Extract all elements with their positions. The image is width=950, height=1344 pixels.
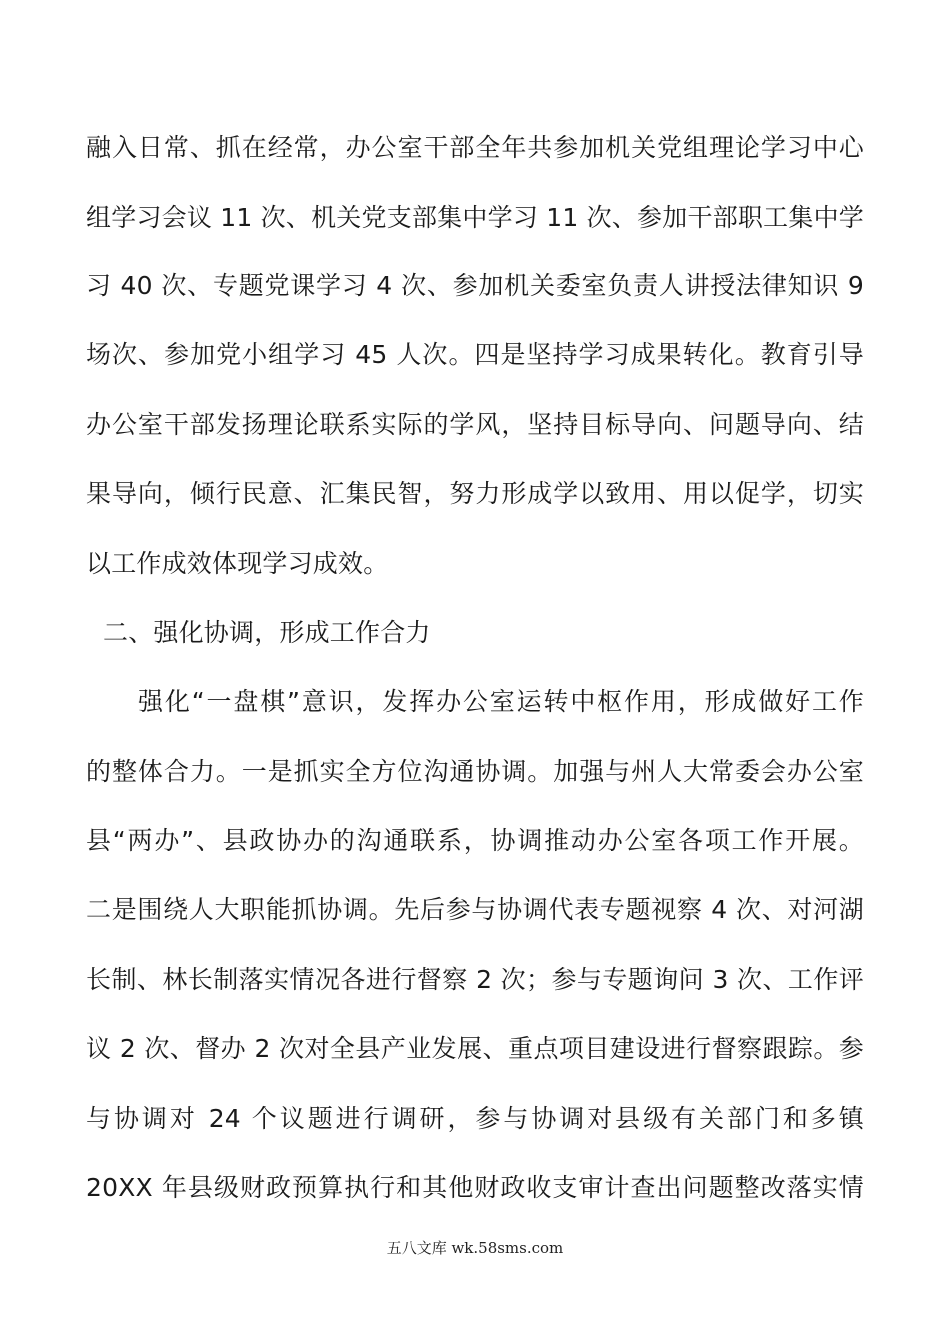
body-text-line: 办公室干部发扬理论联系实际的学风，坚持目标导向、问题导向、结	[86, 410, 864, 439]
body-text-line: 与协调对 24 个议题进行调研，参与协调对县级有关部门和多镇	[86, 1104, 864, 1133]
body-text-line: 果导向，倾行民意、汇集民智，努力形成学以致用、用以促学，切实	[86, 479, 864, 508]
body-text-line: 的整体合力。一是抓实全方位沟通协调。加强与州人大常委会办公室	[86, 757, 864, 786]
body-text-line: 长制、林长制落实情况各进行督察 2 次；参与专题询问 3 次、工作评	[86, 965, 864, 994]
body-text-line: 县“两办”、县政协办的沟通联系，协调推动办公室各项工作开展。	[86, 826, 864, 855]
body-text-line: 习 40 次、专题党课学习 4 次、参加机关委室负责人讲授法律知识 9	[86, 271, 864, 300]
body-text-line: 以工作成效体现学习成效。	[86, 549, 389, 578]
body-text-line: 二是围绕人大职能抓协调。先后参与协调代表专题视察 4 次、对河湖	[86, 895, 864, 924]
section-heading: 二、强化协调，形成工作合力	[103, 618, 431, 647]
body-text-line: 组学习会议 11 次、机关党支部集中学习 11 次、参加干部职工集中学	[86, 203, 864, 232]
body-text-line: 融入日常、抓在经常，办公室干部全年共参加机关党组理论学习中心	[86, 133, 864, 162]
body-text-line: 20XX 年县级财政预算执行和其他财政收支审计查出问题整改落实情	[86, 1173, 864, 1202]
footer-watermark: 五八文库 wk.58sms.com	[386, 1239, 564, 1257]
body-text-line: 场次、参加党小组学习 45 人次。四是坚持学习成果转化。教育引导	[86, 340, 864, 369]
body-text-line: 议 2 次、督办 2 次对全县产业发展、重点项目建设进行督察跟踪。参	[86, 1034, 864, 1063]
paragraph-first-line: 强化“一盘棋”意识，发挥办公室运转中枢作用，形成做好工作	[138, 687, 864, 716]
